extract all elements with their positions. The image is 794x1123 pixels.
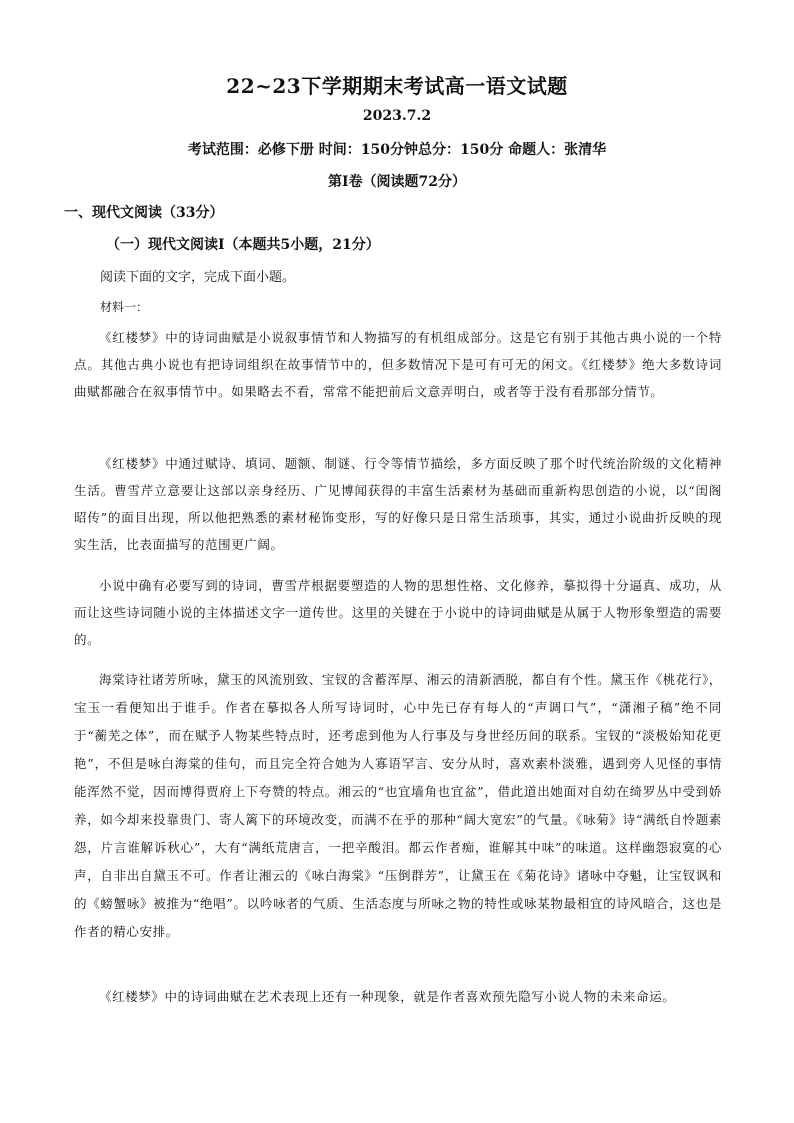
paragraph-4-text: 海棠诗社诸芳所咏，黛玉的风流别致、宝钗的含蓄浑厚、湘云的清新洒脱，都自有个性。黛玉作《桃花行》，宝玉一看便知出于谁手。作者在摹拟各人所写诗词时，心中先已存有每人的“声调口气”，“潇湘子稿”绝不同于“蘅芜之体”，而在赋予人物某些特点时，还考虑到他为人行事及与身世经历间的联系。宝钗的“淡极始知花更艳”，不但是咏白海棠的佳句，而且完全符合她为人寡语罕言、安分从时，喜欢素朴淡雅，遇到旁人见怪的事情能浑然不觉，因而博得贾府上下夸赞的特点。湘云的“也宜墙角也宜盆”，借此道出她面对自幼在绮罗丛中受到娇养，如今却来投靠贵门、寄人篱下的环境改变，而满不在乎的那种“阔大宽宏”的气量。《咏菊》诗“满纸自怜题素怨，片言谁解诉秋心”，大有“满纸荒唐言，一把辛酸泪。都云作者痴，谁解其中味”的味道。这样幽怨寂寞的心声，自非出自黛玉不可。作者让湘云的《咏白海棠》“压倒群芳”，让黛玉在《菊花诗》诸咏中夺魁，让宝钗讽和的《螃蟹咏》被推为“绝唱”。以吟咏者的气质、生活态度与所咏之物的特性或咏某物最相宜的诗风暗合，这也是作者的精心安排。 — [74, 672, 722, 939]
paragraph-3 — [74, 572, 722, 653]
paragraph-5-text: 《红楼梦》中的诗词曲赋在艺术表现上还有一种现象，就是作者喜欢预先隐写小说人物的未来命运。 — [99, 989, 676, 1004]
paragraph-2-text: 《红楼梦》中通过赋诗、填词、题额、制谜、行令等情节描绘，多方面反映了那个时代统治阶级的文化精神生活。曹雪芹立意要让这部以亲身经历、广见博闻获得的丰富生活素材为基础而重新构思创造的小说，以“闺阁昭传”的面目出现，所以他把熟悉的素材秘饰变形，写的好像只是日常生活琐事，其实，通过小说曲折反映的现实生活，比表面描写的范围更广阔。 — [74, 456, 722, 552]
paragraph-5 — [74, 983, 722, 1010]
exam-info-line: 考试范围：必修下册 时间：150分钟总分：150分 命题人：张清华 — [187, 142, 607, 158]
exam-title: 22~23下学期期末考试高一语文试题 — [226, 74, 568, 98]
material-label: 材料一： — [100, 300, 149, 314]
exam-date: 2023.7.2 — [362, 108, 432, 124]
volume-heading: 第Ⅰ卷（阅读题72分） — [327, 174, 467, 190]
subsection-heading-reading-1: （一）现代文阅读Ⅰ（本题共5小题，21分） — [106, 237, 380, 253]
paragraph-2 — [74, 450, 722, 558]
reading-instruction: 阅读下面的文字，完成下面小题。 — [100, 270, 296, 285]
paragraph-1 — [74, 324, 722, 405]
paragraph-4 — [74, 666, 722, 946]
paragraph-3-text: 小说中确有必要写到的诗词，曹雪芹根据要塑造的人物的思想性格、文化修养，摹拟得十分逼真、成功，从而让这些诗词随小说的主体描述文字一道传世。这里的关键在于小说中的诗词曲赋是从属于人物形象塑造的需要的。 — [74, 578, 722, 647]
paragraph-1-text: 《红楼梦》中的诗词曲赋是小说叙事情节和人物描写的有机组成部分。这是它有别于其他古典小说的一个特点。其他古典小说也有把诗词组织在故事情节中的，但多数情况下是可有可无的闲文。《红楼梦》绝大多数诗词曲赋都融合在叙事情节中。如果略去不看，常常不能把前后文意弄明白，或者等于没有看那部分情节。 — [74, 330, 722, 399]
section-heading-modern-reading: 一、现代文阅读（33分） — [64, 205, 224, 221]
